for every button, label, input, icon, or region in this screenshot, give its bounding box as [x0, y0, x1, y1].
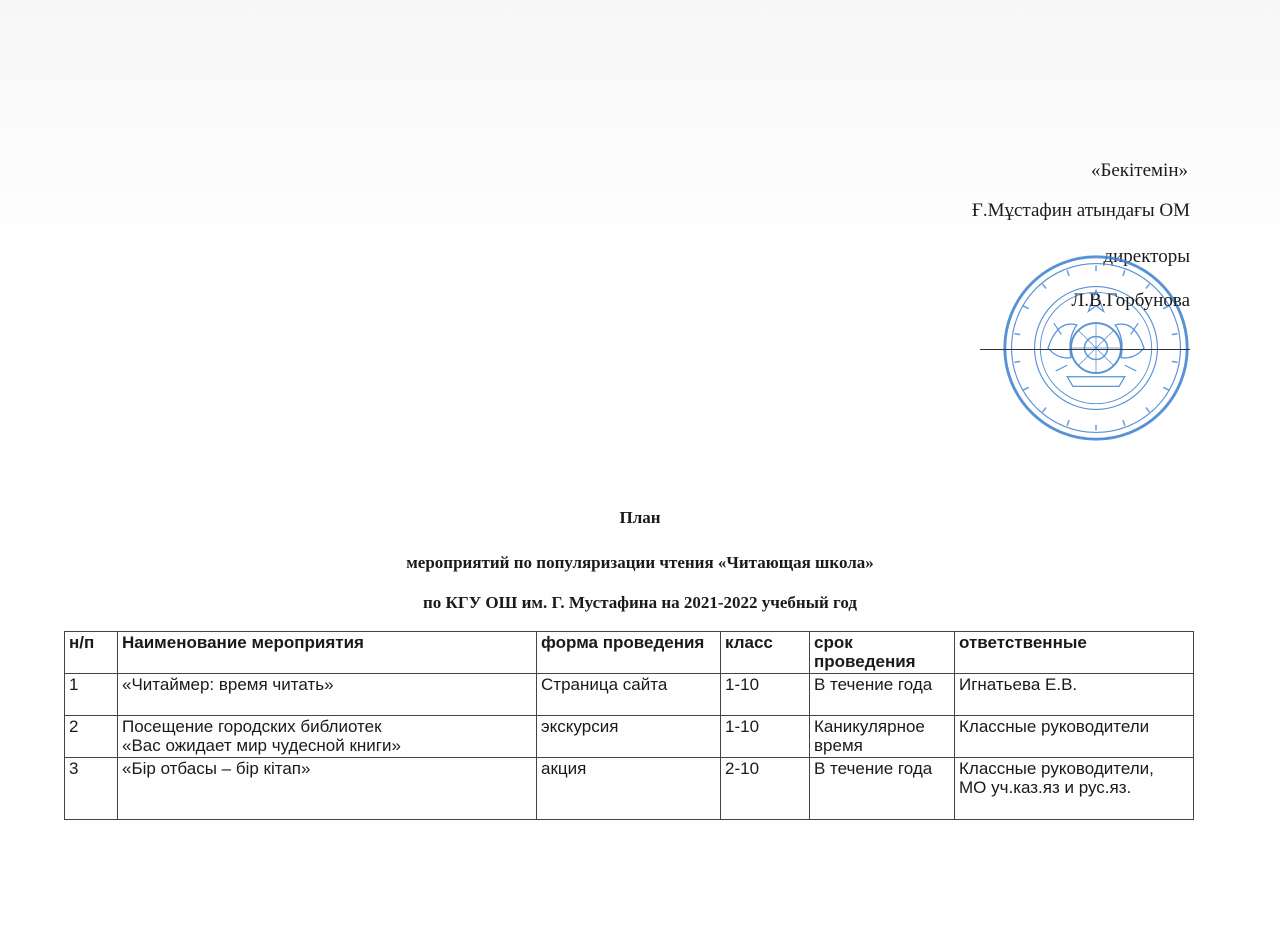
- header-num: н/п: [65, 632, 118, 674]
- table-header-row: [65, 632, 1194, 674]
- cell-class: 2-10: [721, 758, 810, 820]
- table-row: [65, 716, 1194, 758]
- cell-form: акция: [537, 758, 721, 820]
- cell-term: Каникулярное время: [810, 716, 955, 758]
- cell-class: 1-10: [721, 716, 810, 758]
- cell-num: 3: [65, 758, 118, 820]
- header-form: форма проведения: [537, 632, 721, 674]
- approval-title: «Бекітемін»: [1090, 160, 1188, 181]
- table-row: [65, 674, 1194, 716]
- cell-name: Посещение городских библиотек «Вас ожидает мир чудесной книги»: [118, 716, 537, 758]
- header-term: срок проведения: [810, 632, 955, 674]
- cell-responsible: Классные руководители: [955, 716, 1194, 758]
- cell-responsible: Классные руководители, МО уч.каз.яз и рус.яз.: [955, 758, 1194, 820]
- approval-role: директоры: [1103, 246, 1190, 267]
- header-responsible: ответственные: [955, 632, 1194, 674]
- header-name: Наименование мероприятия: [118, 632, 537, 674]
- approval-organization: Ғ.Мұстафин атындағы ОМ: [971, 200, 1190, 221]
- cell-term: В течение года: [810, 758, 955, 820]
- cell-form: Страница сайта: [537, 674, 721, 716]
- cell-form: экскурсия: [537, 716, 721, 758]
- events-table: [64, 631, 1194, 820]
- plan-subheading: мероприятий по популяризации чтения «Читающая школа»: [406, 553, 874, 572]
- cell-class: 1-10: [721, 674, 810, 716]
- approval-name: Л.В.Горбунова: [1071, 290, 1190, 311]
- header-class: класс: [721, 632, 810, 674]
- signature-line: [980, 349, 1190, 350]
- cell-responsible: Игнатьева Е.В.: [955, 674, 1194, 716]
- table-row: [65, 758, 1194, 820]
- cell-num: 1: [65, 674, 118, 716]
- plan-organization-year: по КГУ ОШ им. Г. Мустафина на 2021-2022 учебный год: [423, 593, 857, 612]
- cell-term: В течение года: [810, 674, 955, 716]
- cell-name: «Бір отбасы – бір кітап»: [118, 758, 537, 820]
- cell-num: 2: [65, 716, 118, 758]
- official-seal: [1000, 252, 1192, 444]
- cell-name: «Читаймер: время читать»: [118, 674, 537, 716]
- plan-heading: План: [619, 508, 661, 527]
